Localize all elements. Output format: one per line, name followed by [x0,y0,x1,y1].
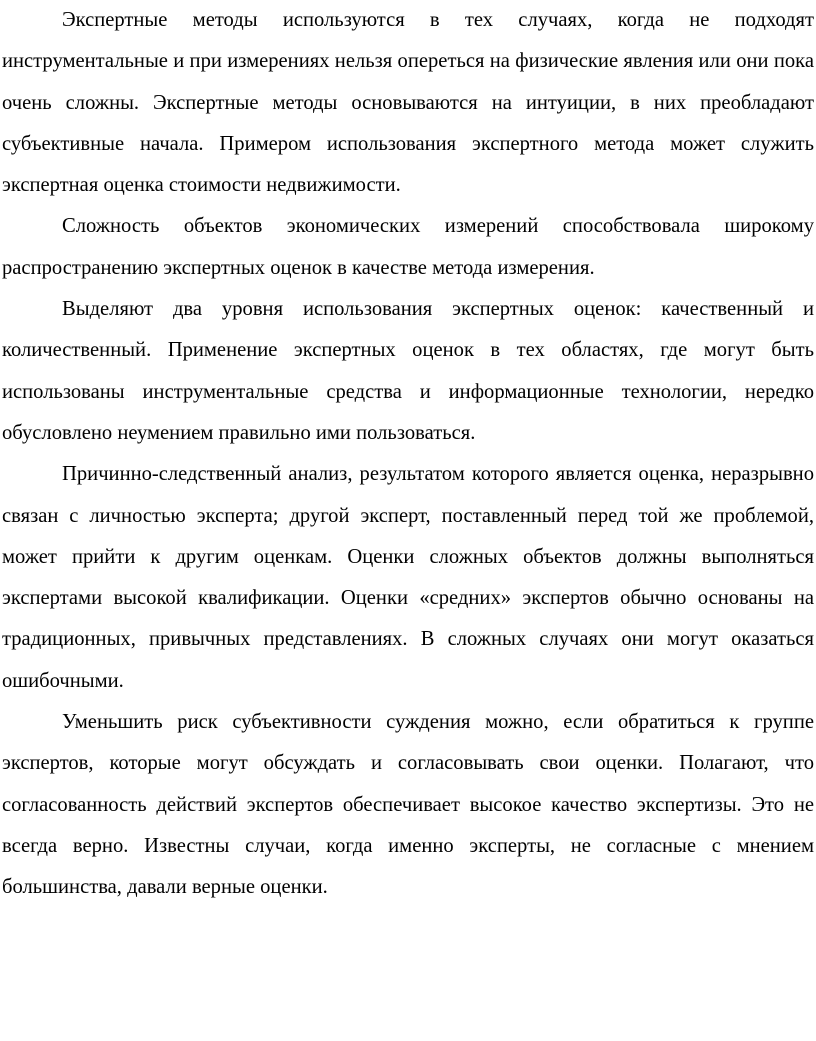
paragraph-2: Сложность объектов экономических измерений способствовала широкому распространению экспертных оценок в качестве метода измерения. [2,215,814,279]
paragraph-3: Выделяют два уровня использования экспертных оценок: качественный и количественный. Применение экспертных оценок в тех областях, где могут быть использованы инструментальные средства и информационные технологии, нередко обусловлено неумением правильно ими пользоваться. [2,298,814,444]
paragraph-5: Уменьшить риск субъективности суждения можно, если обратиться к группе экспертов, которые могут обсуждать и согласовывать свои оценки. Полагают, что согласованность действий экспертов обеспечивает высокое качество экспертизы. Это не всегда верно. Известны случаи, когда именно эксперты, не согласные с мнением большинства, давали верные оценки. [2,711,814,899]
paragraph-4: Причинно-следственный анализ, результатом которого является оценка, неразрывно связан с личностью эксперта; другой эксперт, поставленный перед той же проблемой, может прийти к другим оценкам. Оценки сложных объектов должны выполняться экспертами высокой квалификации. Оценки «средних» экспертов обычно основаны на традиционных, привычных представлениях. В сложных случаях они могут оказаться ошибочными. [2,463,814,692]
paragraph-1: Экспертные методы используются в тех случаях, когда не подходят инструментальные и при измерениях нельзя опереться на физические явления или они пока очень сложны. Экспертные методы основываются на интуиции, в них преобладают субъективные начала. Примером использования экспертного метода может служить экспертная оценка стоимости недвижимости. [2,9,814,197]
document-body [2,0,814,909]
